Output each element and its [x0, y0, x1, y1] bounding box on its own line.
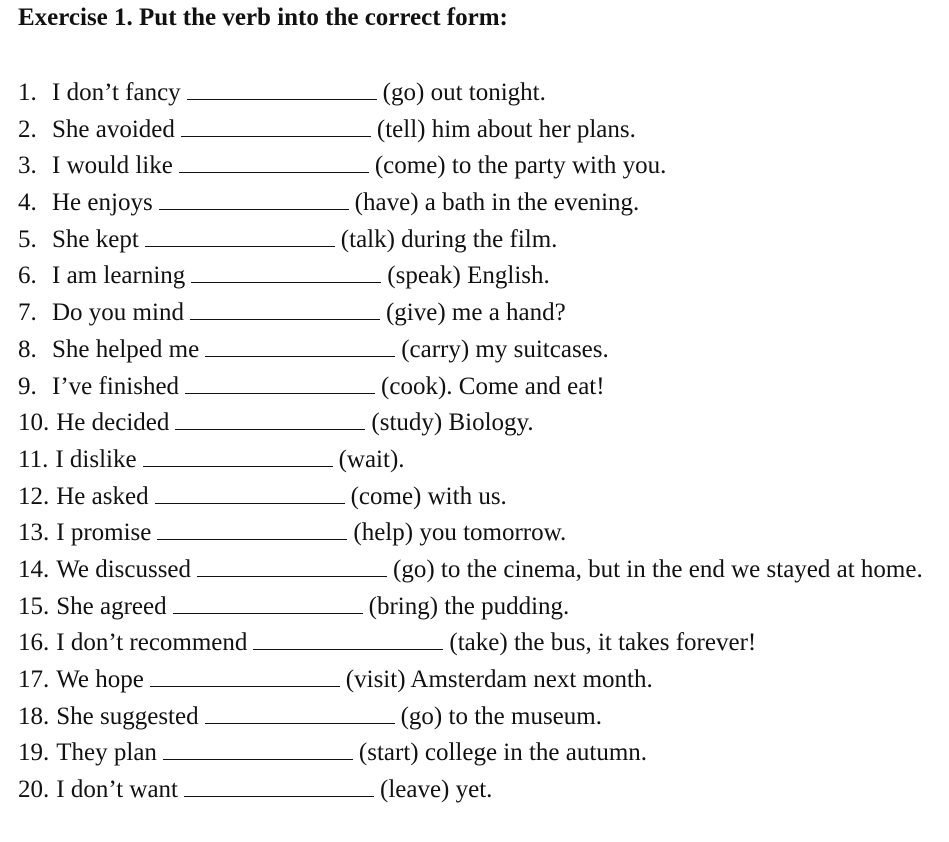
item-verb-hint: (help) you tomorrow. — [353, 519, 567, 547]
exercise-item-20 — [18, 772, 943, 809]
item-verb-hint: (take) the bus, it takes forever! — [449, 629, 757, 657]
exercise-item-16 — [18, 625, 943, 662]
answer-blank-8[interactable] — [205, 338, 395, 357]
item-number: 15. — [18, 592, 50, 620]
item-verb-hint: (study) Biology. — [371, 409, 534, 437]
item-verb-hint: (come) to the party with you. — [374, 152, 667, 180]
item-verb-hint: (bring) the pudding. — [368, 592, 570, 620]
exercise-item-5 — [18, 222, 943, 259]
item-verb-hint: (come) with us. — [350, 482, 507, 510]
item-verb-hint: (carry) my suitcases. — [401, 335, 609, 363]
item-number: 1. — [18, 79, 37, 106]
item-number: 3. — [18, 152, 37, 180]
answer-blank-11[interactable] — [143, 448, 333, 467]
answer-blank-16[interactable] — [253, 631, 443, 650]
item-prompt: I would like — [52, 152, 173, 180]
answer-blank-20[interactable] — [184, 778, 374, 797]
item-number: 9. — [18, 372, 37, 400]
item-prompt: We hope — [56, 666, 144, 694]
item-prompt: We discussed — [56, 555, 192, 583]
exercise-item-8 — [18, 332, 943, 369]
exercise-item-1 — [18, 75, 943, 112]
item-prompt: I don’t want — [56, 776, 178, 804]
item-number: 17. — [18, 666, 50, 694]
answer-blank-6[interactable] — [191, 264, 381, 283]
answer-blank-1[interactable] — [187, 81, 377, 100]
exercise-item-10 — [18, 405, 943, 442]
exercise-item-11 — [18, 442, 943, 479]
exercise-item-12 — [18, 479, 943, 516]
exercise-list — [18, 75, 943, 809]
item-verb-hint: (speak) English. — [387, 262, 550, 290]
answer-blank-5[interactable] — [145, 228, 335, 247]
item-prompt: She suggested — [56, 702, 199, 730]
item-prompt: I am learning — [52, 262, 186, 290]
exercise-item-19 — [18, 735, 943, 772]
item-prompt: He asked — [56, 482, 149, 510]
exercise-title: Exercise 1. Put the verb into the correct form: — [18, 4, 508, 31]
exercise-item-2 — [18, 112, 943, 149]
item-prompt: I don’t recommend — [56, 629, 248, 657]
item-number: 13. — [18, 519, 50, 547]
item-number: 10. — [18, 409, 50, 437]
item-prompt: I promise — [56, 519, 152, 547]
item-number: 14. — [18, 555, 50, 583]
item-verb-hint: (have) a bath in the evening. — [354, 189, 640, 217]
item-number: 16. — [18, 629, 50, 657]
item-prompt: I dislike — [55, 445, 137, 473]
item-prompt: She helped me — [52, 335, 200, 363]
exercise-item-17 — [18, 662, 943, 699]
answer-blank-18[interactable] — [205, 705, 395, 724]
exercise-item-15 — [18, 589, 943, 626]
exercise-item-3 — [18, 148, 943, 185]
item-verb-hint: (go) to the museum. — [400, 702, 602, 730]
item-number: 4. — [18, 189, 37, 217]
item-prompt: They plan — [56, 739, 157, 767]
item-prompt: She avoided — [52, 115, 175, 143]
answer-blank-15[interactable] — [173, 595, 363, 614]
answer-blank-4[interactable] — [159, 191, 349, 210]
item-verb-hint: (cook). Come and eat! — [381, 372, 605, 400]
item-number: 18. — [18, 702, 50, 730]
item-prompt: He decided — [56, 409, 170, 437]
answer-blank-2[interactable] — [181, 118, 371, 137]
answer-blank-10[interactable] — [175, 411, 365, 430]
answer-blank-19[interactable] — [163, 741, 353, 760]
item-verb-hint: (visit) Amsterdam next month. — [345, 666, 653, 694]
exercise-item-9 — [18, 369, 943, 406]
item-number: 8. — [18, 335, 37, 363]
item-prompt: He enjoys — [52, 189, 153, 217]
exercise-item-7 — [18, 295, 943, 332]
item-verb-hint: (give) me a hand? — [385, 299, 566, 327]
exercise-item-18 — [18, 699, 943, 736]
item-prompt: Do you mind — [52, 299, 184, 327]
answer-blank-3[interactable] — [179, 154, 369, 173]
item-number: 12. — [18, 482, 50, 510]
item-number: 6. — [18, 262, 37, 290]
exercise-item-13 — [18, 515, 943, 552]
item-number: 19. — [18, 739, 50, 767]
item-number: 2. — [18, 115, 37, 143]
item-number: 11. — [18, 445, 49, 473]
answer-blank-9[interactable] — [185, 375, 375, 394]
item-verb-hint: (go) out tonight. — [382, 79, 546, 106]
item-prompt: She agreed — [56, 592, 167, 620]
item-verb-hint: (go) to the cinema, but in the end we stayed at home. — [393, 555, 923, 583]
item-number: 7. — [18, 299, 37, 327]
item-verb-hint: (start) college in the autumn. — [358, 739, 648, 767]
item-prompt: I don’t fancy — [52, 79, 181, 106]
item-verb-hint: (tell) him about her plans. — [376, 115, 636, 143]
item-verb-hint: (talk) during the film. — [340, 225, 558, 253]
answer-blank-17[interactable] — [150, 668, 340, 687]
item-verb-hint: (leave) yet. — [380, 776, 493, 804]
item-prompt: I’ve finished — [52, 372, 180, 400]
answer-blank-12[interactable] — [155, 485, 345, 504]
exercise-item-6 — [18, 258, 943, 295]
answer-blank-14[interactable] — [197, 558, 387, 577]
item-number: 5. — [18, 225, 37, 253]
answer-blank-7[interactable] — [190, 301, 380, 320]
item-verb-hint: (wait). — [338, 445, 405, 473]
item-number: 20. — [18, 776, 50, 804]
exercise-item-14 — [18, 552, 943, 589]
exercise-item-4 — [18, 185, 943, 222]
answer-blank-13[interactable] — [157, 521, 347, 540]
item-prompt: She kept — [52, 225, 139, 253]
